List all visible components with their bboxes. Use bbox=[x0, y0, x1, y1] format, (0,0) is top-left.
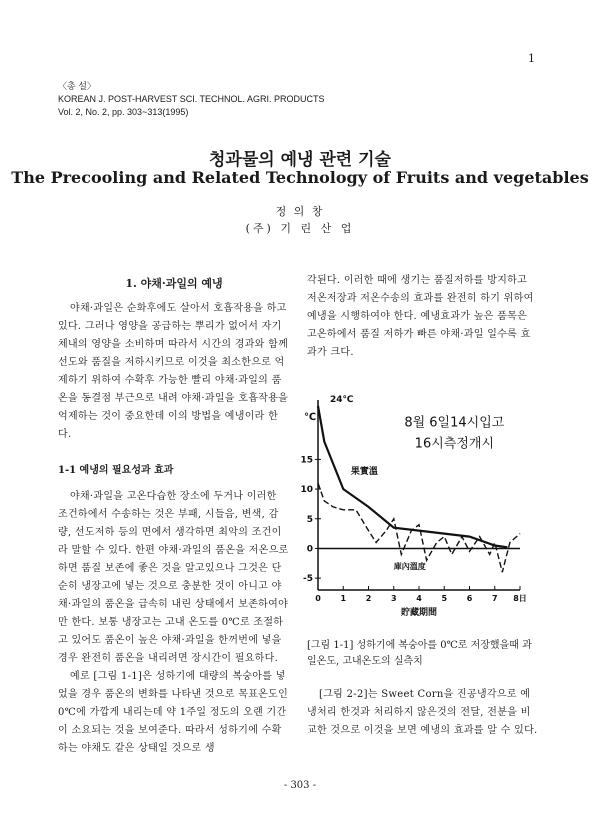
title-korean: 청과물의 예냉 관련 기술 bbox=[209, 150, 391, 170]
x-tick-label: 8日 bbox=[513, 594, 527, 603]
series-line bbox=[318, 483, 520, 572]
x-tick-label: 1 bbox=[340, 594, 347, 603]
right-column-text-2 bbox=[307, 686, 539, 740]
title-english: The Precooling and Related Technology of Fruits and vegetables bbox=[11, 168, 589, 187]
section-1-1-heading: 1-1 예냉의 필요성과 효과 bbox=[58, 465, 174, 476]
section-1-heading: 1. 야채·과일의 예냉 bbox=[125, 277, 223, 290]
start-temp-label: 24℃ bbox=[330, 395, 354, 405]
series-label-storage: 庫內溫度 bbox=[393, 562, 426, 572]
x-tick-label: 6 bbox=[466, 594, 473, 603]
x-tick-label: 0 bbox=[315, 594, 321, 603]
chart-lines bbox=[318, 406, 520, 572]
volume-info: Vol. 2, No. 2, pp. 303~313(1995) bbox=[58, 107, 189, 117]
x-tick-label: 5 bbox=[441, 594, 448, 603]
article-type: 〈총 설〉 bbox=[58, 81, 96, 91]
chart-annotation: 16시측정개시 bbox=[414, 436, 495, 452]
section-1-1-text bbox=[58, 488, 290, 758]
series-label-fruit: 果實溫 bbox=[350, 467, 378, 478]
y-tick-label: 0 bbox=[306, 544, 313, 555]
chart-labels bbox=[300, 395, 526, 618]
journal-name: KOREAN J. POST-HARVEST SCI. TECHNOL. AGRI. PRODUCTS bbox=[58, 94, 325, 104]
section-1-text bbox=[58, 300, 290, 444]
paragraph: 야채·과일은 순화후에도 살아서 호흡작용을 하고 있다. 그러나 영양을 공급하는 뿌리가 없어서 자기체내의 영양을 소비하며 따라서 시간의 경과와 함께 선도와 품질을 저하시키므로 이것을 최소한으로 억제하기 위하여 수확후 가능한 빨리 야채·과일의 품온을 동결점 부근으로 내려 야채·과일을 호흡작용을 억제하는 것이 중요한데 이의 방법을 예냉이라 한다. bbox=[58, 303, 289, 440]
y-axis-unit: ℃ bbox=[303, 412, 317, 423]
x-tick-label: 2 bbox=[365, 594, 372, 603]
right-column-text bbox=[307, 272, 539, 362]
affiliation: (주) 기 린 산 업 bbox=[245, 222, 355, 235]
chart-annotation: 8월 6일14시입고 bbox=[404, 415, 505, 431]
x-tick-label: 7 bbox=[491, 594, 498, 603]
page-footer: - 303 - bbox=[283, 780, 317, 791]
y-tick-label: 15 bbox=[300, 455, 313, 466]
paragraph: 야채·과일을 고온다습한 장소에 두거나 이러한 조건하에서 수송하는 것은 부패, 시들음, 변색, 감량, 선도저하 등의 면에서 생각하면 최악의 조건이라 말할 수 있다. 한편 야채·과일의 품온을 저온으로 하면 품질 보존에 좋은 것을 알고있으나 그것은 단순히 냉장고에 넣는 것으로 충분한 것이 아니고 야채·과일의 품온을 급속히 내린 상태에서 보존하여야만 한다. 보통 냉장고는 고내 온도를 0℃로 조절하고 있어도 품온이 높은 야채·과일을 한꺼번에 넣을 경우 완전히 품온을 내리려면 장시간이 필요하다. bbox=[58, 491, 289, 664]
paragraph: 각된다. 이러한 때에 생기는 품질저하를 방지하고 저온저장과 저온수송의 효과를 완전히 하기 위하여 예냉을 시행하여야 한다. 예냉효과가 높은 품목은 고온하에서 품질 저하가 빠른 야채·과일 일수록 효과가 크다. bbox=[307, 275, 534, 358]
figure-1-1-chart bbox=[300, 385, 545, 630]
paragraph: 예로 [그림 1-1]은 성하기에 대량의 복숭아를 넣었을 경우 품온의 변화를 나타낸 것으로 목표온도인 0℃에 가깝게 내리는데 약 1주일 정도의 오랜 기간이 소요되는 것을 보여준다. 따라서 성하기에 수확하는 야채도 같은 상태일 것으로 생 bbox=[58, 671, 289, 754]
x-axis-label: 貯藏期間 bbox=[400, 608, 438, 618]
author: 정 의 창 bbox=[275, 205, 325, 218]
x-tick-label: 4 bbox=[416, 594, 422, 603]
x-tick-label: 3 bbox=[390, 594, 397, 603]
y-tick-label: -5 bbox=[303, 574, 313, 585]
journal-header bbox=[58, 80, 325, 119]
page-number: 1 bbox=[528, 52, 535, 65]
figure-caption: [그림 1-1] 성하기에 복숭아를 0℃로 저장했을때 과일온도, 고내온도의 실측치 bbox=[307, 640, 532, 667]
paragraph: [그림 2-2]는 Sweet Corn을 진공냉각으로 예냉처리 한것과 처리하지 않은것의 전달, 전분을 비교한 것으로 이것을 보면 예냉의 효과를 알 수 있다. bbox=[307, 689, 538, 736]
y-tick-label: 10 bbox=[300, 485, 313, 496]
y-tick-label: 5 bbox=[306, 514, 313, 525]
